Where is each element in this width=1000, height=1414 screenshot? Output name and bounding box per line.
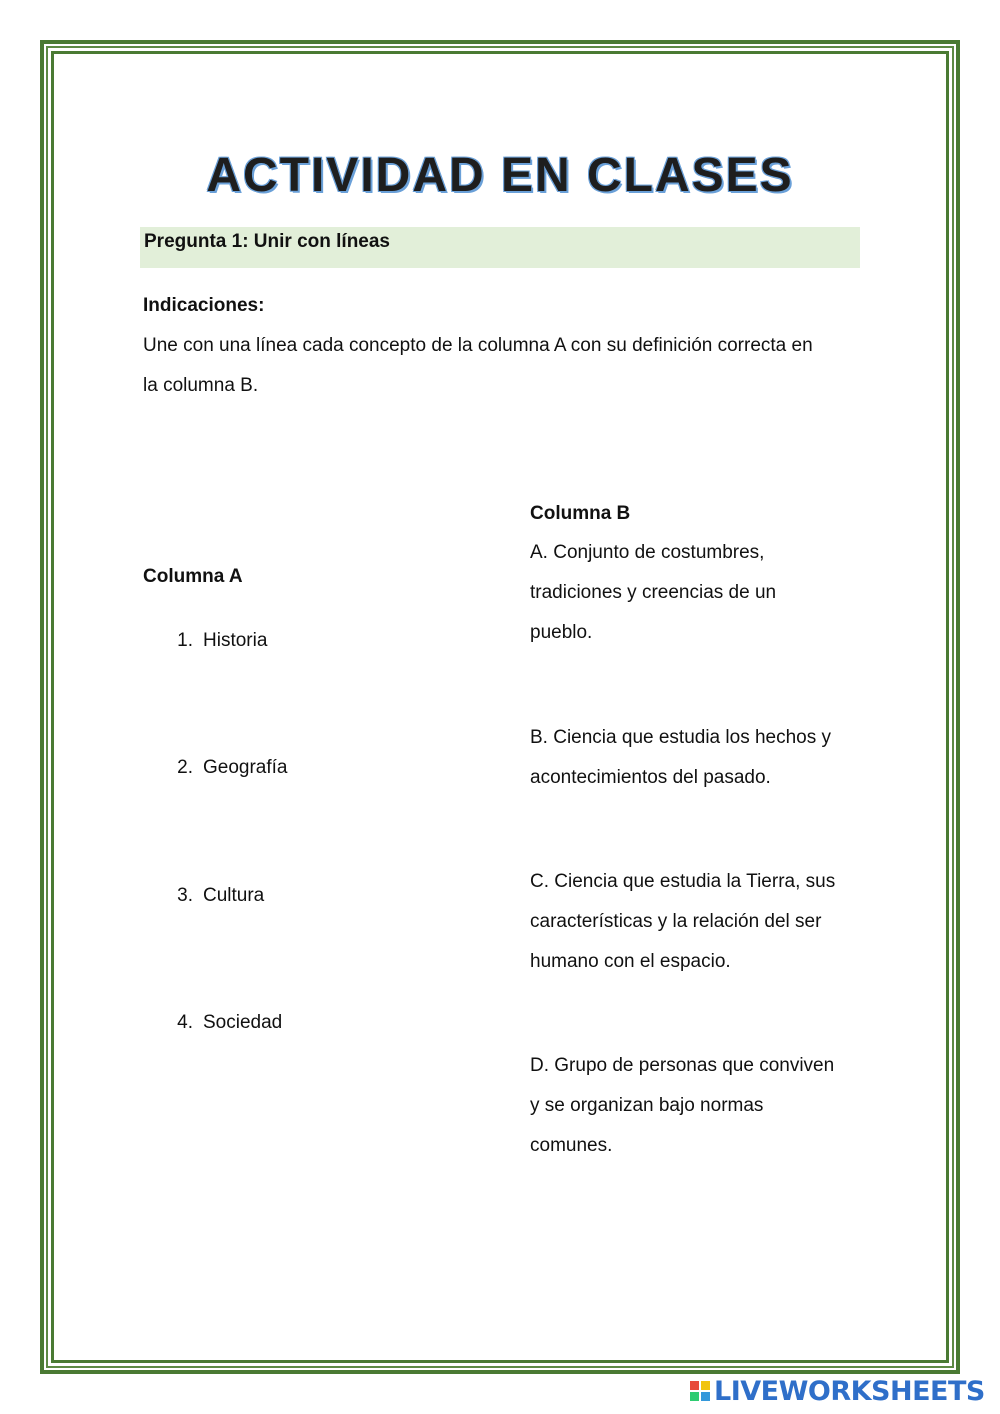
- definition-line: y se organizan bajo normas: [530, 1095, 764, 1116]
- definition-line: acontecimientos del pasado.: [530, 767, 771, 788]
- item-label: Historia: [203, 630, 268, 651]
- definition-line: humano con el espacio.: [530, 951, 731, 972]
- item-label: Cultura: [203, 885, 265, 906]
- definition-line: D. Grupo de personas que conviven: [530, 1055, 835, 1076]
- logo-square: [690, 1381, 699, 1390]
- column-b-heading: Columna B: [530, 503, 631, 524]
- column-a-heading: Columna A: [143, 566, 243, 587]
- logo-square: [701, 1381, 710, 1390]
- question-label: Pregunta 1: Unir con líneas: [144, 231, 390, 252]
- definition-line: características y la relación del ser: [530, 911, 822, 932]
- logo-icon: [690, 1381, 710, 1401]
- definition-line: pueblo.: [530, 622, 593, 643]
- liveworksheets-logo: [690, 1376, 985, 1406]
- indications-heading: Indicaciones:: [143, 295, 265, 316]
- logo-square: [701, 1392, 710, 1401]
- definition-line: comunes.: [530, 1135, 613, 1156]
- item-number: 1.: [177, 630, 193, 651]
- definition-line: tradiciones y creencias de un: [530, 582, 777, 603]
- indications-line-2: la columna B.: [143, 375, 259, 396]
- question-banner: [140, 227, 860, 268]
- definition-line: B. Ciencia que estudia los hechos y: [530, 727, 832, 748]
- brand-name: LIVEWORKSHEETS: [714, 1375, 985, 1407]
- item-label: Sociedad: [203, 1012, 283, 1033]
- item-number: 4.: [177, 1012, 193, 1033]
- definition-line: A. Conjunto de costumbres,: [530, 542, 765, 563]
- definition-line: C. Ciencia que estudia la Tierra, sus: [530, 871, 836, 892]
- page-title: ACTIVIDAD EN CLASES: [206, 149, 794, 202]
- indications-line-1: Une con una línea cada concepto de la columna A con su definición correcta en: [143, 335, 813, 356]
- logo-square: [690, 1392, 699, 1401]
- item-number: 3.: [177, 885, 193, 906]
- item-number: 2.: [177, 757, 193, 778]
- item-label: Geografía: [203, 757, 288, 778]
